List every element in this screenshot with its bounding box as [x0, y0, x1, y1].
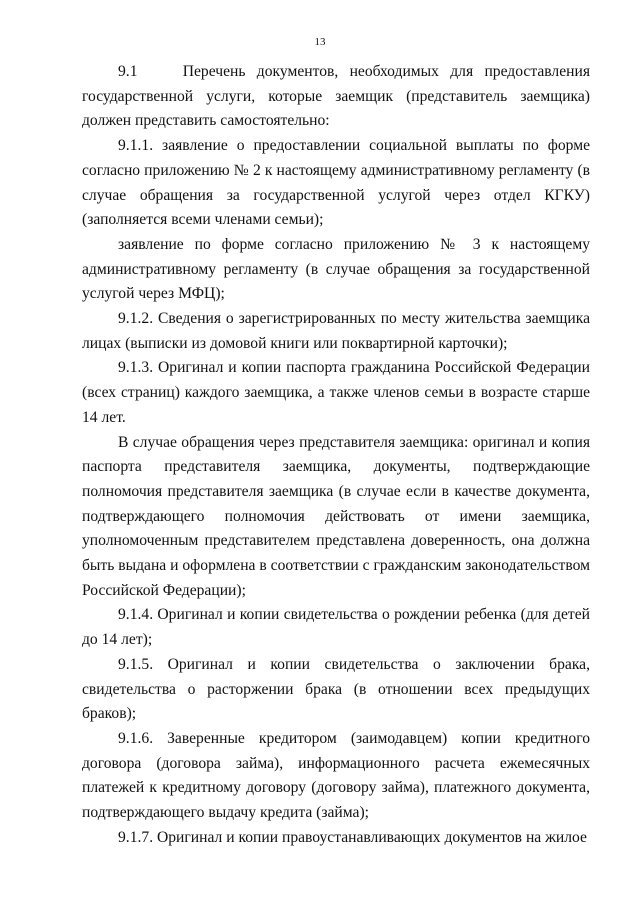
- paragraph-9-1-1: 9.1.1. заявление о предоставлении социальной выплаты по форме согласно приложению № 2 к настоящему административному регламенту (в случае обращения за государственной услугой через отдел КГКУ) (заполняется всеми членами семьи);: [82, 137, 590, 229]
- page-number: 13: [314, 36, 326, 48]
- paragraph-9-1: 9.1 Перечень документов, необходимых для предоставления государственной услуги, которые заемщик (представитель заемщика) должен представить самостоятельно:: [82, 63, 590, 130]
- paragraph-9-1-5: 9.1.5. Оригинал и копии свидетельства о заключении брака, свидетельства о расторжении брака (в отношении всех предыдущих браков);: [82, 655, 590, 723]
- paragraph-9-1-4: 9.1.4. Оригинал и копии свидетельства о рождении ребенка (для детей до 14 лет);: [82, 606, 590, 649]
- paragraph-9-1-2: 9.1.2. Сведения о зарегистрированных по месту жительства заемщика лицах (выписки из домовой книги или поквартирной карточки);: [82, 310, 590, 352]
- paragraph-representative: В случае обращения через представителя заемщика: оригинал и копия паспорта представителя заемщика, документы, подтверждающие полномочия представителя заемщика (в случае если в качестве документа, подтверждающего полномочия действовать от имени заемщика, уполномоченным представителем представлена доверенность, она должна быть выдана и оформлена в соответствии с гражданским законодательством Российской Федерации);: [82, 433, 590, 599]
- paragraph-9-1-7: 9.1.7. Оригинал и копии правоустанавливающих документов на жилое: [118, 828, 587, 846]
- document-body: [82, 60, 590, 851]
- paragraph-9-1-1-mfc: заявление по форме согласно приложению № 3 к настоящему административному регламенту (в случае обращения за государственной услугой через МФЦ);: [82, 235, 590, 303]
- paragraph-9-1-3: 9.1.3. Оригинал и копии паспорта гражданина Российской Федерации (всех страниц) каждого заемщика, а также членов семьи в возрасте старше 14 лет.: [82, 359, 590, 426]
- paragraph-9-1-6: 9.1.6. Заверенные кредитором (заимодавцем) копии кредитного договора (договора займа), информационного расчета ежемесячных платежей к кредитному договору (договору займа), платежного документа, подтверждающего выдачу кредита (займа);: [82, 729, 590, 822]
